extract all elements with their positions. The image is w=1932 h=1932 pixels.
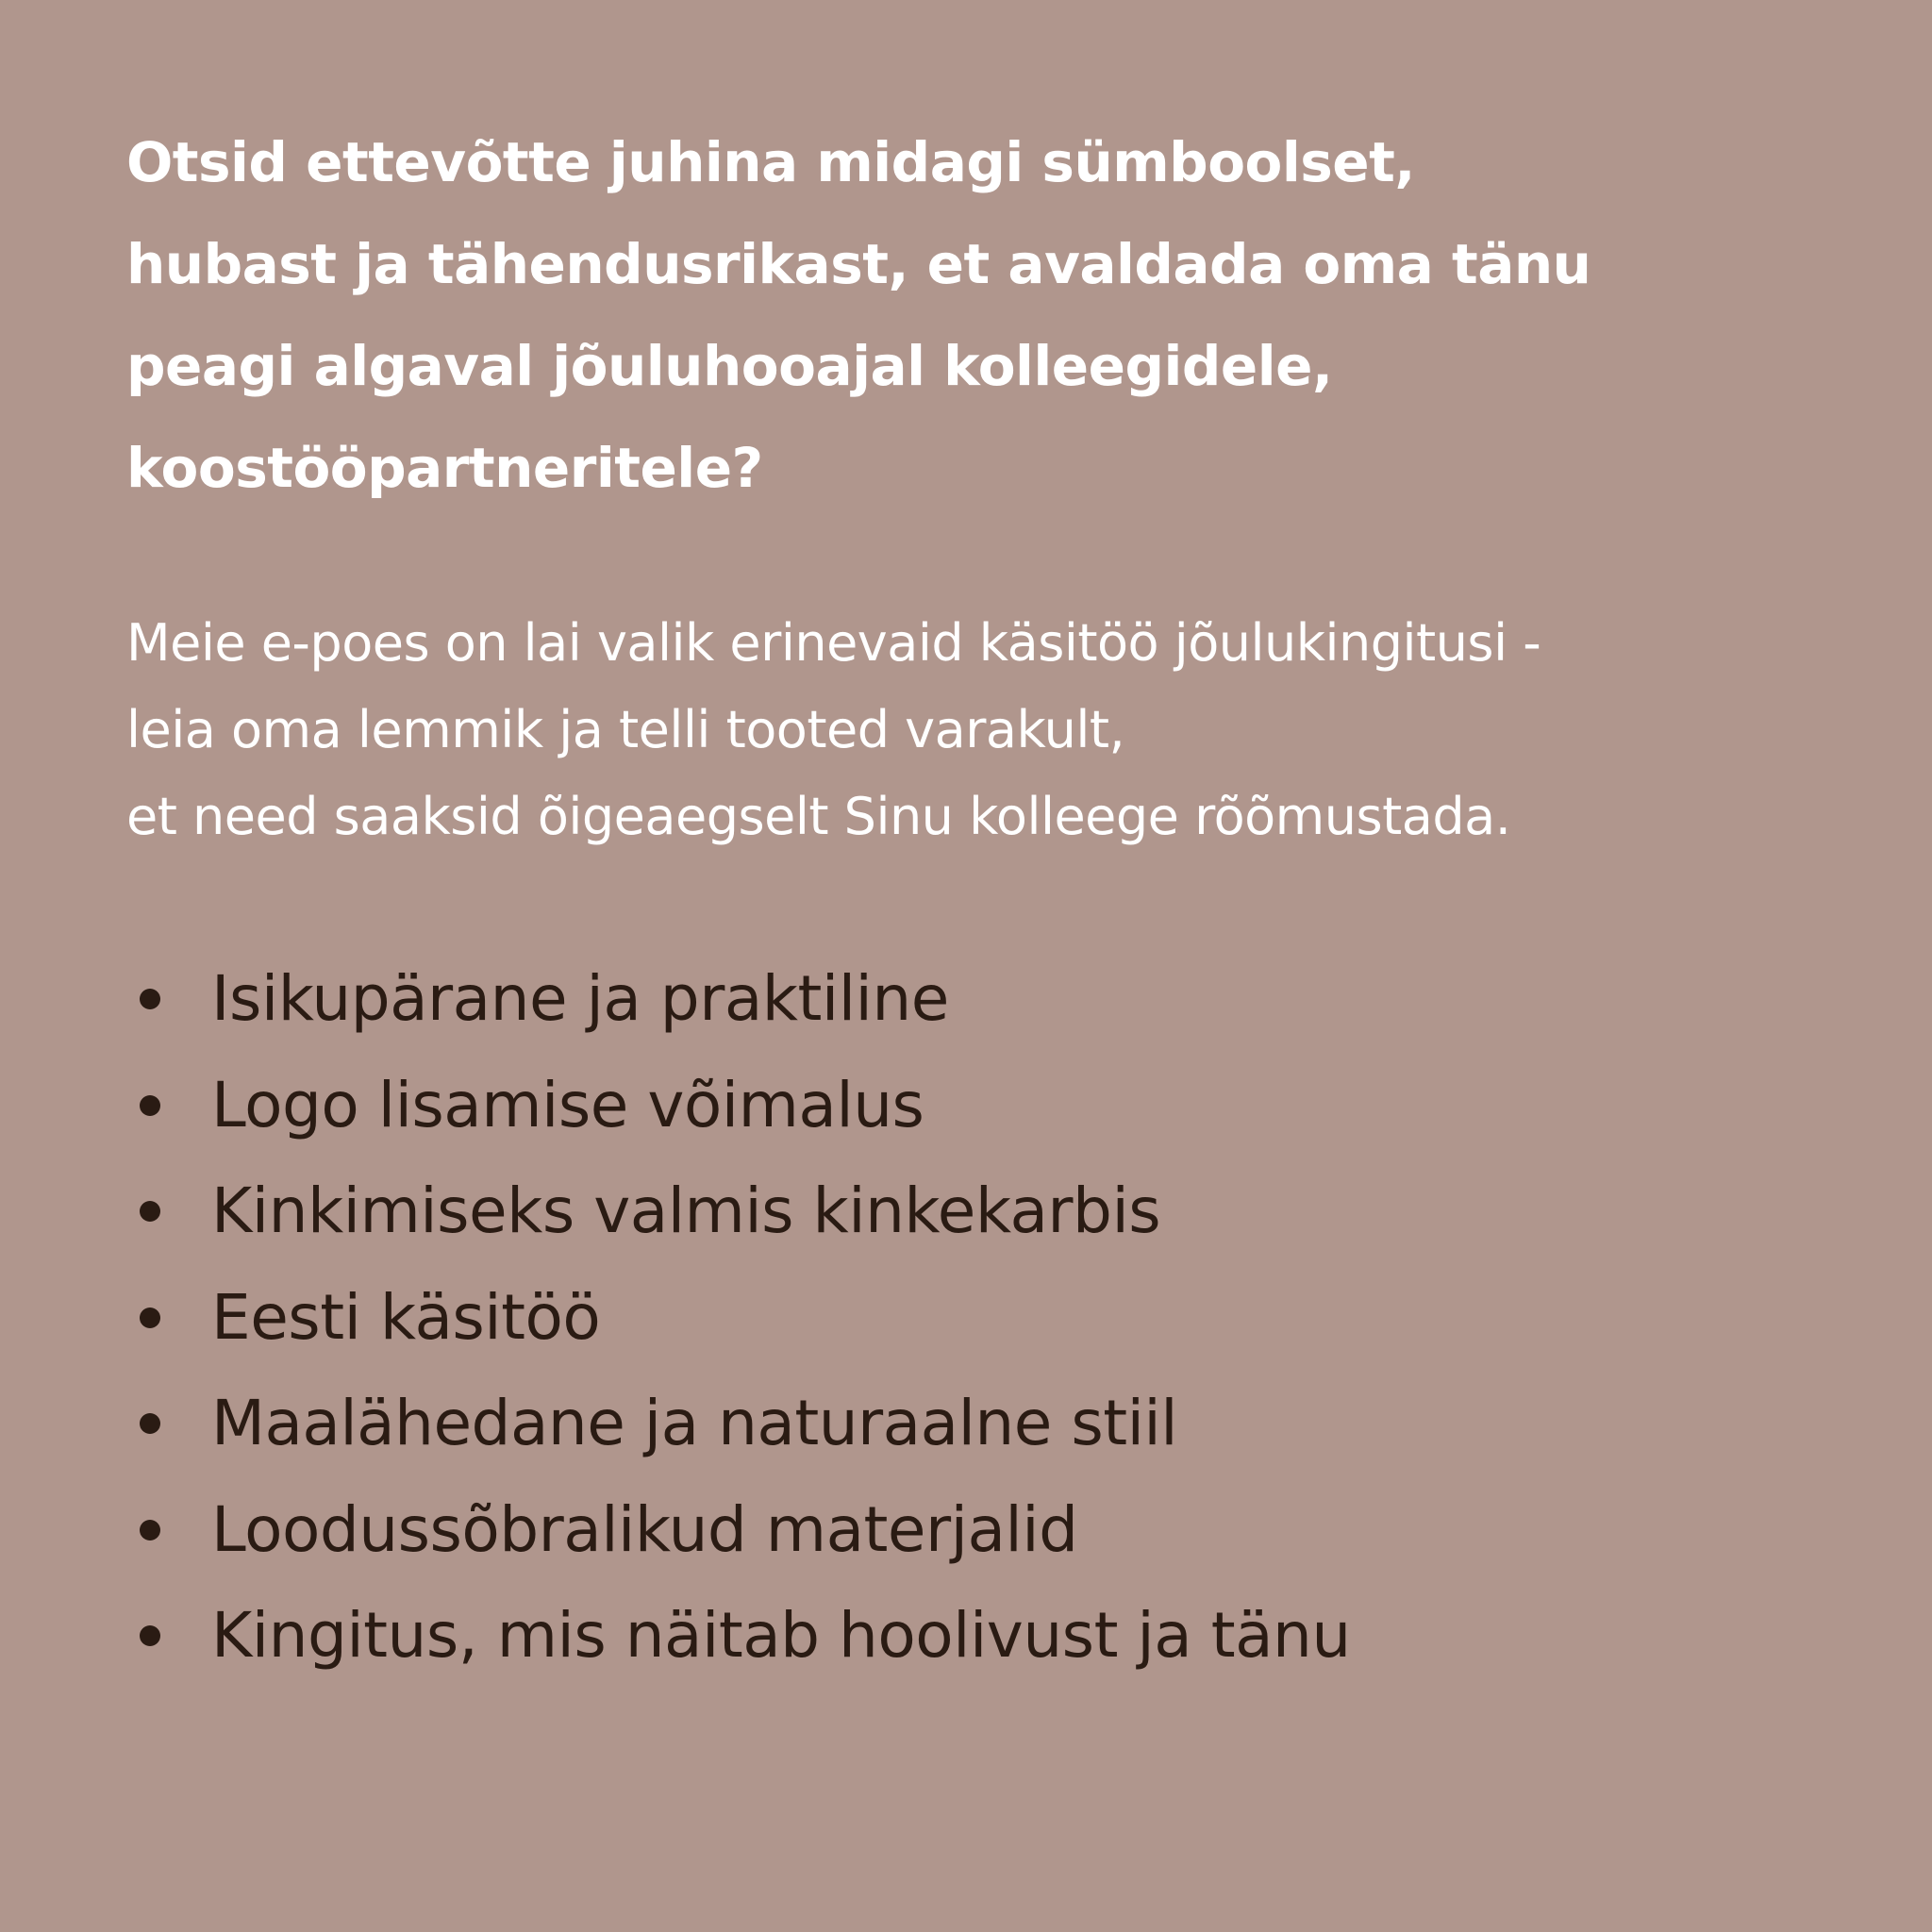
feature-label: Logo lisamise võimalus — [211, 1068, 924, 1141]
bullet-icon — [140, 1095, 160, 1116]
intro-paragraph — [126, 600, 1824, 860]
intro-line-1: Meie e-poes on lai valik erinevaid käsitöö jõulukingitusi - — [126, 613, 1541, 673]
bullet-icon — [140, 1413, 160, 1434]
bullet-icon — [140, 1520, 160, 1541]
feature-item — [126, 1158, 1824, 1265]
bullet-icon — [140, 1307, 160, 1328]
feature-item — [126, 1053, 1824, 1159]
bullet-icon — [140, 1201, 160, 1222]
intro-line-2: leia oma lemmik ja telli tooted varakult, — [126, 700, 1125, 759]
bullet-icon — [140, 989, 160, 1009]
feature-item — [126, 1477, 1824, 1584]
headline-line-2: hubast ja tähendusrikast, et avaldada oma tänu — [126, 232, 1591, 296]
headline — [126, 111, 1824, 519]
intro-line-3: et need saaksid õigeaegselt Sinu kolleege rõõmustada. — [126, 787, 1511, 846]
feature-label: Kinkimiseks valmis kinkekarbis — [211, 1174, 1161, 1247]
headline-line-4: koostööpartneritele? — [126, 436, 763, 500]
feature-list — [126, 946, 1824, 1690]
feature-label: Eesti käsitöö — [211, 1280, 601, 1354]
bullet-icon — [140, 1625, 160, 1646]
headline-line-1: Otsid ettevõtte juhina midagi sümboolset, — [126, 130, 1415, 194]
feature-item — [126, 946, 1824, 1053]
feature-label: Kingitus, mis näitab hoolivust ja tänu — [211, 1599, 1351, 1672]
feature-label: Isikupärane ja praktiline — [211, 962, 949, 1035]
feature-item — [126, 1371, 1824, 1477]
feature-label: Loodussõbralikud materjalid — [211, 1492, 1078, 1566]
feature-item — [126, 1265, 1824, 1372]
headline-line-3: peagi algaval jõuluhooajal kolleegidele, — [126, 334, 1333, 398]
feature-item — [126, 1583, 1824, 1690]
feature-label: Maalähedane ja naturaalne stiil — [211, 1387, 1178, 1459]
